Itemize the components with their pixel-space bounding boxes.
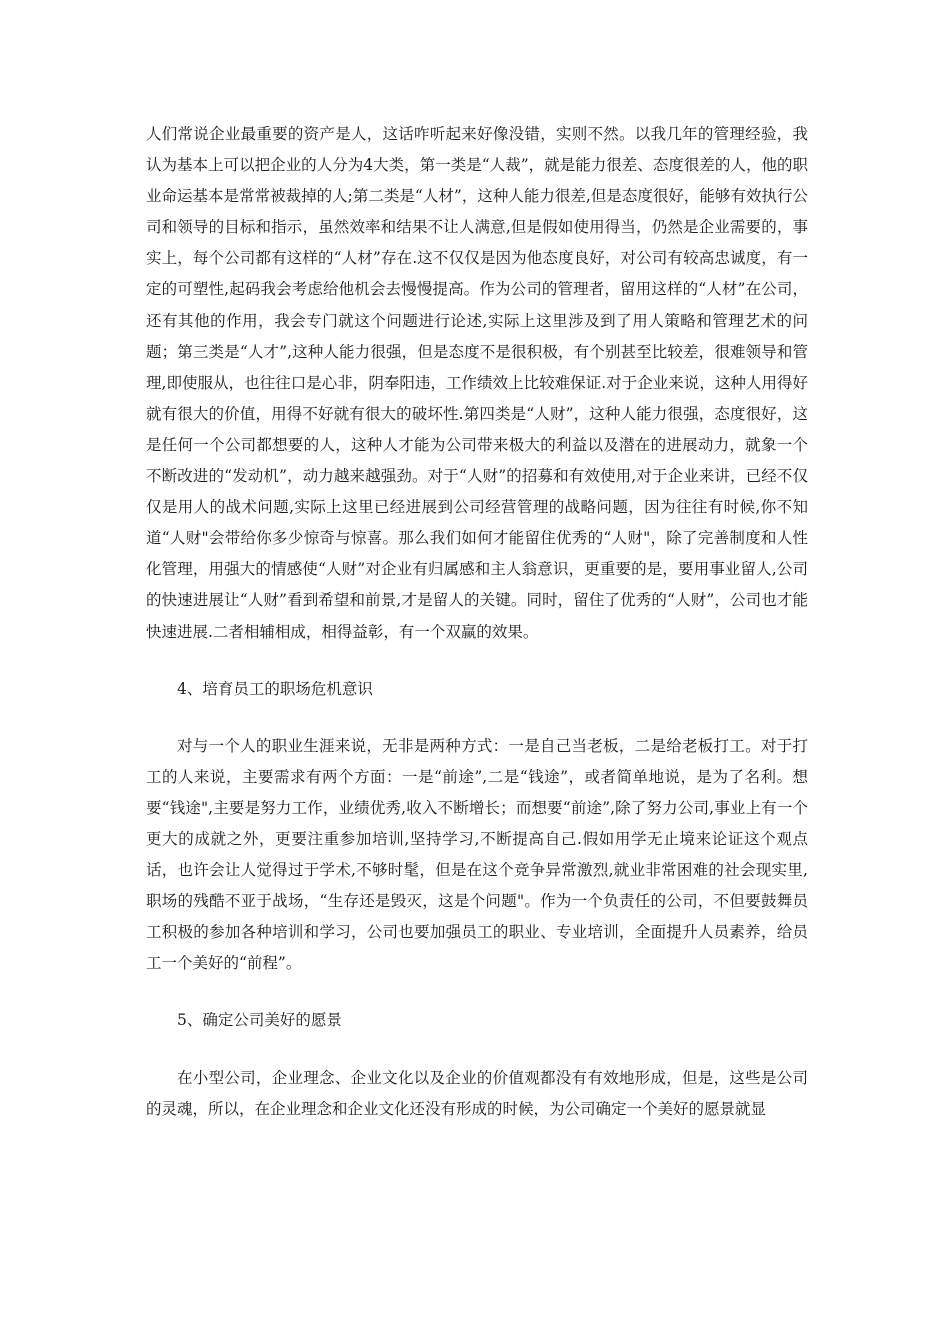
section-heading-5: 5、确定公司美好的愿景 [177, 1011, 342, 1030]
paragraph-talent-types: 人们常说企业最重要的资产是人，这话咋听起来好像没错，实则不然。以我几年的管理经验，我认为基本上可以把企业的人分为4大类，第一类是“人裁”，就是能力很差、态度很差的人，他的职业命运基本是常常被裁掉的人;第二类是“人材”，这种人能力很差,但是态度很好，能够有效执行公司和领导的目标和指示，虽然效率和结果不让人满意,但是假如使用得当，仍然是企业需要的，事实上，每个公司都有这样的“人材”存在.这不仅仅是因为他态度良好，对公司有较高忠诚度，有一定的可塑性,起码我会考虑给他机会去慢慢提高。作为公司的管理者，留用这样的“人材”在公司，还有其他的作用，我会专门就这个问题进行论述,实际上这里涉及到了用人策略和管理艺术的问题；第三类是“人才”,这种人能力很强，但是态度不是很积极，有个别甚至比较差，很难领导和管理,即使服从，也往往口是心非，阴奉阳违，工作绩效上比较难保证.对于企业来说，这种人用得好就有很大的价值，用得不好就有很大的破坏性.第四类是“人财”，这种人能力很强，态度很好，这是任何一个公司都想要的人，这种人才能为公司带来极大的利益以及潜在的进展动力，就象一个不断改进的“发动机”，动力越来越强劲。对于“人财”的招募和有效使用,对于企业来讲，已经不仅仅是用人的战术问题,实际上这里已经进展到公司经营管理的战略问题，因为往往有时候,你不知道“人财"会带给你多少惊奇与惊喜。那么我们如何才能留住优秀的“人财"，除了完善制度和人性化管理，用强大的情感使“人财”对企业有归属感和主人翁意识，更重要的是，要用事业留人,公司的快速进展让“人财”看到希望和前景,才是留人的关键。同时，留住了优秀的“人财”，公司也才能快速进展.二者相辅相成，相得益彰，有一个双赢的效果。 [146, 125, 808, 641]
document-body [146, 119, 808, 1125]
spacer [146, 705, 808, 731]
spacer [146, 1037, 808, 1063]
spacer [146, 648, 808, 674]
paragraph-company-vision: 在小型公司，企业理念、企业文化以及企业的价值观都没有有效地形成，但是，这些是公司的灵魂，所以，在企业理念和企业文化还没有形成的时候，为公司确定一个美好的愿景就显 [146, 1068, 808, 1118]
spacer [146, 979, 808, 1005]
section-heading-4: 4、培育员工的职场危机意识 [177, 679, 373, 698]
paragraph-crisis-awareness: 对与一个人的职业生涯来说，无非是两种方式：一是自己当老板，二是给老板打工。对于打工的人来说，主要需求有两个方面：一是“前途”,二是“钱途”，或者简单地说，是为了名利。想要“钱途",主要是努力工作，业绩优秀,收入不断增长；而想要“前途”,除了努力公司,事业上有一个更大的成就之外，更要注重参加培训,坚持学习,不断提高自己.假如用学无止境来论证这个观点话，也许会让人觉得过于学术,不够时髦，但是在这个竞争异常激烈,就业非常困难的社会现实里,职场的残酷不亚于战场，“生存还是毁灭，这是个问题"。作为一个负责任的公司，不但要鼓舞员工积极的参加各种培训和学习，公司也要加强员工的职业、专业培训，全面提升人员素养，给员工一个美好的“前程”。 [146, 736, 808, 973]
